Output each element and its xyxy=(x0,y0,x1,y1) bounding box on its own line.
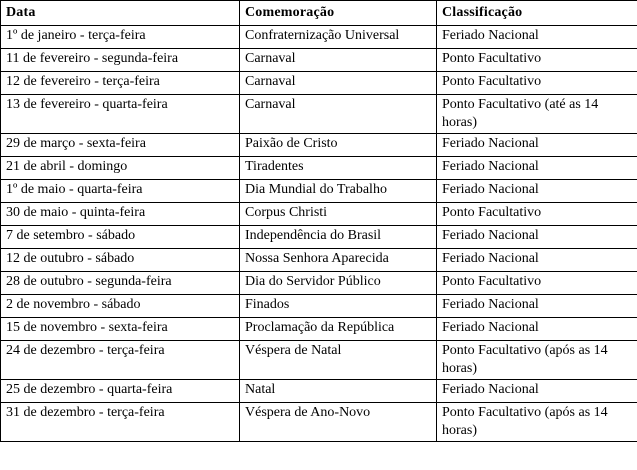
header-event: Comemoração xyxy=(240,1,437,26)
table-row xyxy=(1,295,637,318)
table-row xyxy=(1,95,637,134)
cell-event: Proclamação da República xyxy=(240,318,437,341)
cell-classification: Feriado Nacional xyxy=(437,380,637,403)
cell-event: Corpus Christi xyxy=(240,203,437,226)
cell-date: 1º de maio - quarta-feira xyxy=(1,180,240,203)
cell-event: Natal xyxy=(240,380,437,403)
cell-classification: Feriado Nacional xyxy=(437,180,637,203)
table-row xyxy=(1,26,637,49)
table-row xyxy=(1,403,637,442)
cell-event: Independência do Brasil xyxy=(240,226,437,249)
cell-event: Véspera de Ano-Novo xyxy=(240,403,437,442)
cell-event: Carnaval xyxy=(240,72,437,95)
cell-classification: Feriado Nacional xyxy=(437,134,637,157)
cell-classification: Ponto Facultativo (até as 14 horas) xyxy=(437,95,637,134)
cell-classification: Feriado Nacional xyxy=(437,295,637,318)
cell-date: 1º de janeiro - terça-feira xyxy=(1,26,240,49)
cell-event: Carnaval xyxy=(240,95,437,134)
cell-date: 24 de dezembro - terça-feira xyxy=(1,341,240,380)
table-row xyxy=(1,341,637,380)
header-date: Data xyxy=(1,1,240,26)
cell-event: Dia do Servidor Público xyxy=(240,272,437,295)
table-row xyxy=(1,157,637,180)
cell-date: 12 de fevereiro - terça-feira xyxy=(1,72,240,95)
cell-date: 25 de dezembro - quarta-feira xyxy=(1,380,240,403)
header-row xyxy=(1,1,637,26)
header-classification: Classificação xyxy=(437,1,637,26)
cell-classification: Ponto Facultativo xyxy=(437,203,637,226)
cell-date: 21 de abril - domingo xyxy=(1,157,240,180)
cell-classification: Feriado Nacional xyxy=(437,226,637,249)
cell-date: 2 de novembro - sábado xyxy=(1,295,240,318)
table-row xyxy=(1,49,637,72)
table-row xyxy=(1,249,637,272)
cell-classification: Ponto Facultativo xyxy=(437,272,637,295)
cell-event: Paixão de Cristo xyxy=(240,134,437,157)
cell-date: 30 de maio - quinta-feira xyxy=(1,203,240,226)
cell-classification: Ponto Facultativo xyxy=(437,72,637,95)
cell-classification: Ponto Facultativo xyxy=(437,49,637,72)
cell-event: Véspera de Natal xyxy=(240,341,437,380)
cell-classification: Feriado Nacional xyxy=(437,157,637,180)
table-row xyxy=(1,318,637,341)
cell-classification: Feriado Nacional xyxy=(437,249,637,272)
cell-date: 13 de fevereiro - quarta-feira xyxy=(1,95,240,134)
cell-date: 15 de novembro - sexta-feira xyxy=(1,318,240,341)
cell-event: Nossa Senhora Aparecida xyxy=(240,249,437,272)
cell-classification: Feriado Nacional xyxy=(437,26,637,49)
cell-event: Carnaval xyxy=(240,49,437,72)
table-row xyxy=(1,272,637,295)
cell-date: 29 de março - sexta-feira xyxy=(1,134,240,157)
cell-date: 7 de setembro - sábado xyxy=(1,226,240,249)
table-row xyxy=(1,180,637,203)
cell-date: 31 de dezembro - terça-feira xyxy=(1,403,240,442)
cell-event: Finados xyxy=(240,295,437,318)
cell-classification: Ponto Facultativo (após as 14 horas) xyxy=(437,403,637,442)
cell-event: Dia Mundial do Trabalho xyxy=(240,180,437,203)
cell-classification: Ponto Facultativo (após as 14 horas) xyxy=(437,341,637,380)
cell-event: Tiradentes xyxy=(240,157,437,180)
cell-date: 28 de outubro - segunda-feira xyxy=(1,272,240,295)
table-row xyxy=(1,134,637,157)
cell-event: Confraternização Universal xyxy=(240,26,437,49)
table-row xyxy=(1,72,637,95)
table-row xyxy=(1,380,637,403)
cell-classification: Feriado Nacional xyxy=(437,318,637,341)
cell-date: 12 de outubro - sábado xyxy=(1,249,240,272)
cell-date: 11 de fevereiro - segunda-feira xyxy=(1,49,240,72)
table-row xyxy=(1,203,637,226)
table-row xyxy=(1,226,637,249)
